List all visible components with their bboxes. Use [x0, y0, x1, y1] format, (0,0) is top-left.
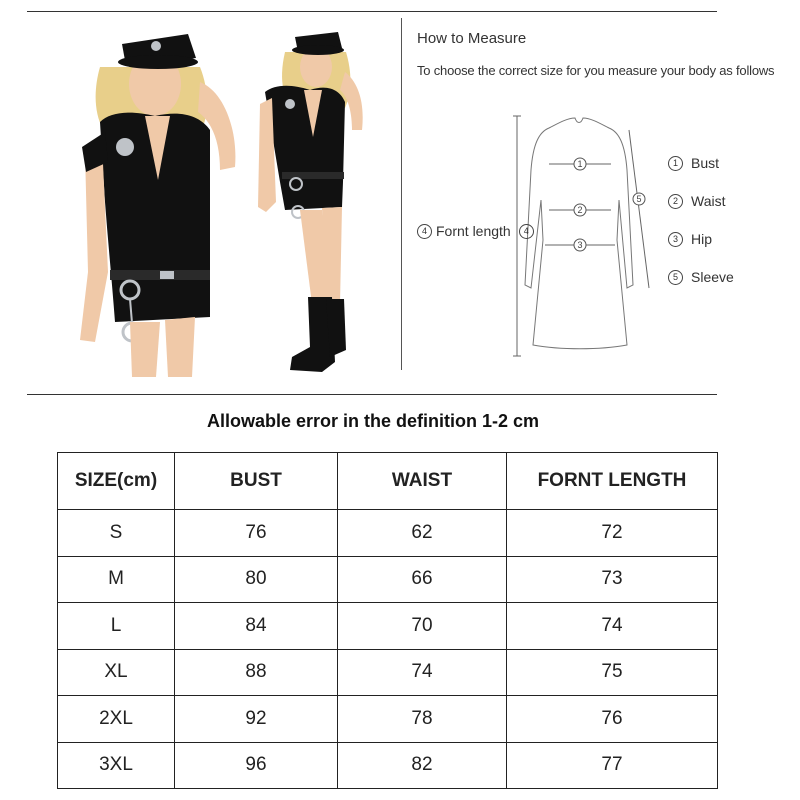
legend-hip	[668, 231, 712, 247]
cell-waist: 78	[338, 696, 507, 743]
legend-label: Bust	[691, 155, 720, 171]
cell-front-length: 73	[507, 556, 718, 603]
table-row	[58, 556, 718, 603]
front-length-num: 4	[417, 224, 432, 239]
guide-title: How to Measure	[417, 30, 527, 47]
legend-num: 1	[668, 156, 683, 171]
front-length-label	[417, 223, 538, 239]
cell-waist: 62	[338, 510, 507, 557]
cell-size: S	[58, 510, 175, 557]
vertical-divider	[401, 18, 402, 370]
header-bust: BUST	[175, 453, 338, 510]
legend-label: Hip	[691, 231, 713, 247]
front-length-text: Fornt length	[436, 223, 511, 239]
guide-subtitle: To choose the correct size for you measure your body as follows	[417, 63, 775, 78]
cell-front-length: 77	[507, 742, 718, 789]
header-waist: WAIST	[338, 453, 507, 510]
table-row	[58, 510, 718, 557]
header-front-length: FORNT LENGTH	[507, 453, 718, 510]
cell-bust: 96	[175, 742, 338, 789]
table-row	[58, 649, 718, 696]
model-side-figure	[258, 32, 363, 372]
table-row	[58, 603, 718, 650]
legend-label: Sleeve	[691, 269, 734, 285]
cell-bust: 92	[175, 696, 338, 743]
diagram-mark: 2	[577, 205, 583, 215]
diagram-mark: 1	[577, 159, 583, 169]
cell-waist: 74	[338, 649, 507, 696]
cell-bust: 88	[175, 649, 338, 696]
cell-bust: 76	[175, 510, 338, 557]
cell-bust: 80	[175, 556, 338, 603]
legend-num: 3	[668, 232, 683, 247]
cell-size: XL	[58, 649, 175, 696]
cell-size: 3XL	[58, 742, 175, 789]
legend-num: 5	[668, 270, 683, 285]
table-header-row	[58, 453, 718, 510]
legend-label: Waist	[691, 193, 726, 209]
cell-front-length: 74	[507, 603, 718, 650]
legend-sleeve	[668, 269, 734, 285]
diagram-mark: 3	[577, 240, 583, 250]
front-length-num-right: 4	[519, 224, 534, 239]
cell-waist: 70	[338, 603, 507, 650]
legend-waist	[668, 193, 725, 209]
cell-waist: 82	[338, 742, 507, 789]
error-caption: Allowable error in the definition 1-2 cm	[206, 411, 540, 431]
cell-size: M	[58, 556, 175, 603]
cell-bust: 84	[175, 603, 338, 650]
cell-waist: 66	[338, 556, 507, 603]
diagram-mark: 5	[636, 194, 642, 204]
table-row	[58, 696, 718, 743]
legend-bust	[668, 155, 719, 171]
header-size: SIZE(cm)	[58, 453, 175, 510]
cell-size: L	[58, 603, 175, 650]
cell-front-length: 72	[507, 510, 718, 557]
mid-divider	[27, 394, 717, 395]
cell-front-length: 75	[507, 649, 718, 696]
size-table	[57, 452, 718, 789]
product-photo	[60, 12, 380, 382]
legend-num: 2	[668, 194, 683, 209]
model-front-figure	[80, 34, 235, 377]
cell-front-length: 76	[507, 696, 718, 743]
cell-size: 2XL	[58, 696, 175, 743]
table-row	[58, 742, 718, 789]
